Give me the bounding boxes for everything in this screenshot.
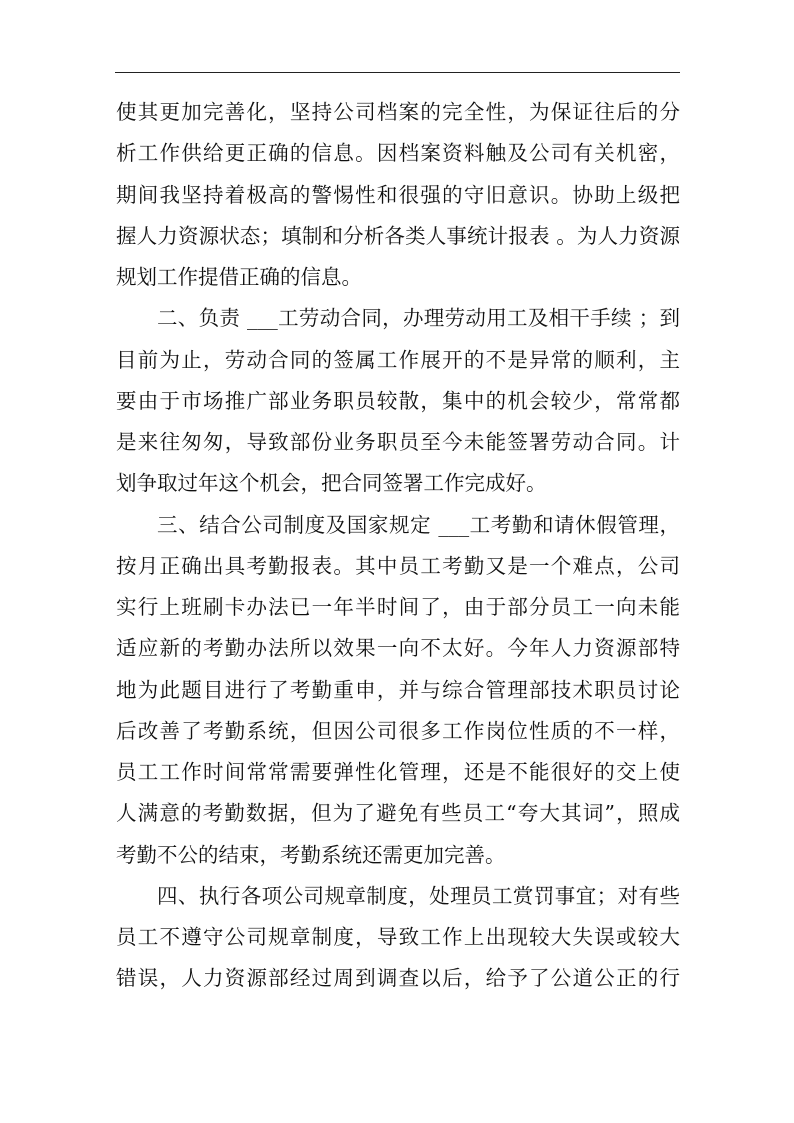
text-line: 考勤不公的结束，考勤系统还需更加完善。: [116, 842, 506, 867]
text-line: 握人力资源状态；填制和分析各类人事统计报表 。为人力资源: [116, 223, 680, 248]
text-line: 人满意的考勤数据，但为了避免有些员工“夸大其词”，照成: [116, 801, 680, 826]
text-line: 期间我坚持着极高的警惕性和很强的守旧意识。协助上级把: [116, 182, 680, 207]
paragraph-4-first-line: 四、执行各项公司规章制度，处理员工赏罚事宜；对有些: [157, 883, 680, 908]
text-line: 按月正确出具考勤报表。其中员工考勤又是一个难点，公司: [116, 553, 680, 578]
text-line: 实行上班刷卡办法已一年半时间了，由于部分员工一向未能: [116, 595, 680, 619]
text-line: 析工作供给更正确的信息。因档案资料触及公司有关机密，: [116, 141, 680, 166]
header-rule: [115, 72, 680, 73]
text-line: 目前为止，劳动合同的签属工作展开的不是异常的顺利，主: [116, 347, 680, 372]
paragraph-3-first-line: 三、结合公司制度及国家规定 ___工考勤和请休假管理，: [157, 512, 680, 537]
text-line: 适应新的考勤办法所以效果一向不太好。今年人力资源部特: [116, 636, 680, 661]
text-line: 错误，人力资源部经过周到调查以后，给予了公道公正的行: [116, 966, 680, 991]
text-line: 要由于市场推广部业务职员较散，集中的机会较少，常常都: [116, 388, 680, 413]
text-line: 规划工作提借正确的信息。: [116, 265, 362, 289]
text-line: 地为此题目进行了考勤重申，并与综合管理部技术职员讨论: [116, 677, 680, 702]
text-line: 员工工作时间常常需要弹性化管理，还是不能很好的交上使: [116, 760, 680, 784]
paragraph-2-first-line: 二、负责 ___工劳动合同，办理劳动用工及相干手续 ；到: [157, 306, 680, 331]
text-line: 划争取过年这个机会，把合同签署工作完成好。: [116, 471, 547, 496]
text-line: 后改善了考勤系统，但因公司很多工作岗位性质的不一样，: [116, 718, 680, 743]
text-line: 员工不遵守公司规章制度，导致工作上出现较大失误或较大: [116, 925, 680, 949]
text-line: 使其更加完善化，坚持公司档案的完全性，为保证往后的分: [116, 100, 680, 124]
text-line: 是来往匆匆，导致部份业务职员至今未能签署劳动合同。计: [116, 430, 680, 454]
body-text: [116, 92, 680, 1000]
